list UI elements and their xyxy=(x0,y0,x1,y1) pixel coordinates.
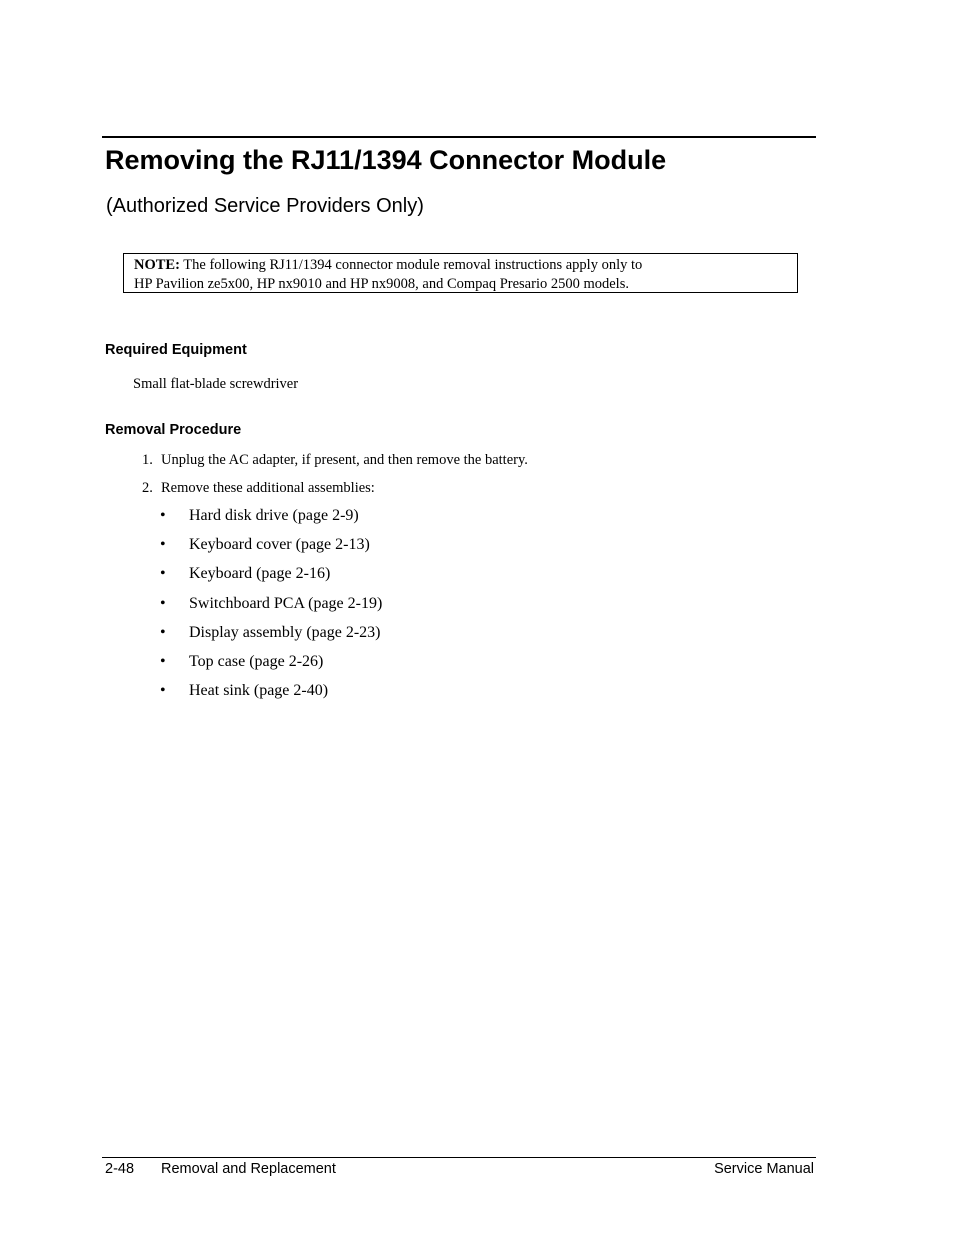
assembly-reference: Heat sink (page 2-40) xyxy=(189,682,329,700)
required-equipment-heading: Required Equipment xyxy=(105,342,247,358)
assembly-reference: Switchboard PCA (page 2-19) xyxy=(189,594,383,612)
footer-manual-title: Service Manual xyxy=(714,1161,814,1177)
assembly-reference: Top case (page 2-26) xyxy=(189,652,324,670)
page-subtitle: (Authorized Service Providers Only) xyxy=(106,195,424,217)
footer-rule xyxy=(102,1157,816,1158)
footer-section: Removal and Replacement xyxy=(161,1161,336,1177)
note-line-1 xyxy=(134,256,788,275)
bullet-icon: • xyxy=(160,623,166,641)
assembly-reference: Display assembly (page 2-23) xyxy=(189,623,381,641)
note-text-2: HP Pavilion ze5x00, HP nx9010 and HP nx9008, and Compaq Presario 2500 models. xyxy=(134,275,629,292)
bullet-icon: • xyxy=(160,652,166,670)
bullet-icon: • xyxy=(160,507,166,524)
assembly-reference: Hard disk drive (page 2-9) xyxy=(189,507,359,524)
step-number: 1. xyxy=(142,452,153,468)
removal-procedure-heading: Removal Procedure xyxy=(105,422,242,438)
page-title: Removing the RJ11/1394 Connector Module xyxy=(105,145,667,175)
step-text: Remove these additional assemblies: xyxy=(161,480,375,496)
footer-page-number: 2-48 xyxy=(105,1161,135,1177)
step-number: 2. xyxy=(142,480,153,496)
bullet-icon: • xyxy=(160,536,166,554)
note-text-1: The following RJ11/1394 connector module removal instructions apply only to xyxy=(183,257,643,273)
note-label: NOTE: xyxy=(134,257,180,273)
bullet-icon: • xyxy=(160,594,166,612)
equipment-item: Small flat-blade screwdriver xyxy=(133,376,299,392)
bullet-icon: • xyxy=(160,565,166,583)
assembly-reference: Keyboard cover (page 2-13) xyxy=(189,536,370,554)
note-box xyxy=(123,253,798,293)
header-rule xyxy=(102,136,816,138)
bullet-icon: • xyxy=(160,682,166,700)
assembly-reference: Keyboard (page 2-16) xyxy=(189,565,331,583)
step-text: Unplug the AC adapter, if present, and then remove the battery. xyxy=(161,452,528,468)
